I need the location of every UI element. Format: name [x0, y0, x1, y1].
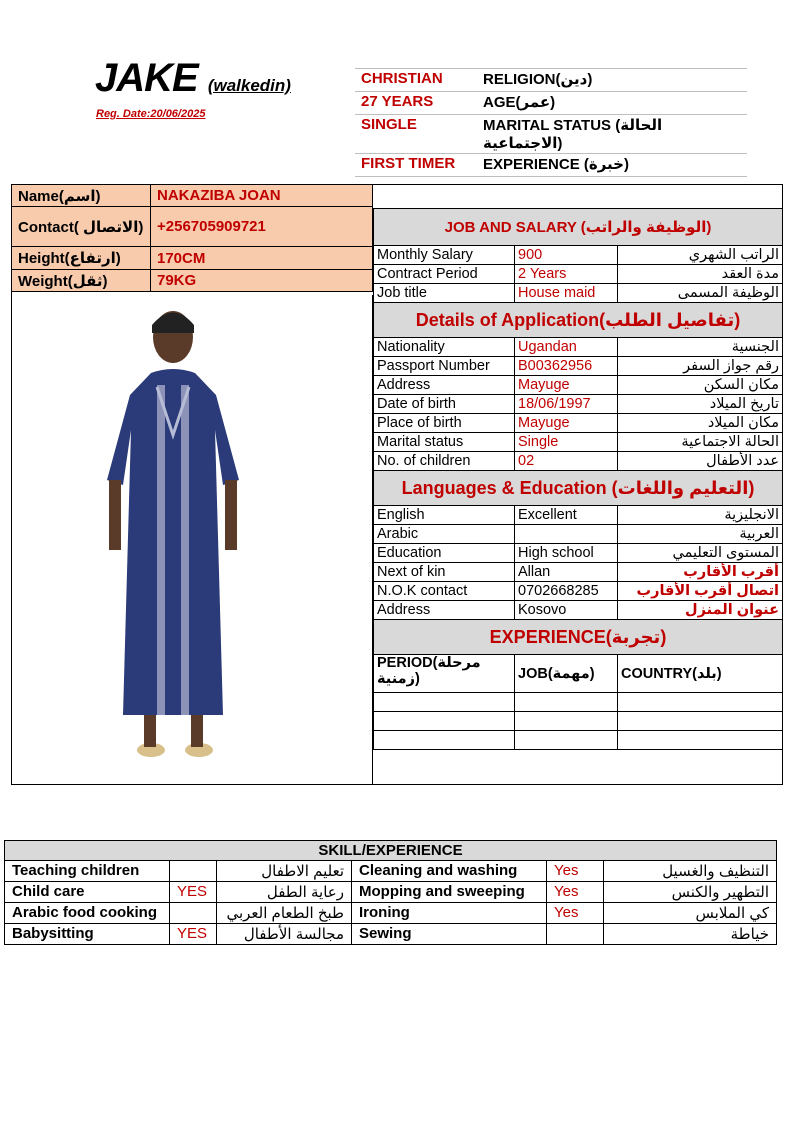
application-row: Address Mayuge مكان السكن: [374, 376, 783, 395]
language-row: Arabic العربية: [374, 525, 783, 544]
person-figure-icon: [11, 295, 372, 785]
summary-row: CHRISTIAN RELIGION(دين): [355, 69, 747, 92]
job-table: [373, 208, 783, 750]
job-row: Monthly Salary 900 الراتب الشهري: [374, 246, 783, 265]
language-row: Education High school المستوى التعليمي: [374, 544, 783, 563]
skill-row: Babysitting YES مجالسة الأطفال Sewing خياطة: [5, 924, 777, 945]
language-row: Address Kosovo عنوان المنزل: [374, 601, 783, 620]
job-row: Job title House maid الوظيفة المسمى: [374, 284, 783, 303]
summary-row: 27 YEARS AGE(عمر): [355, 92, 747, 115]
personal-row: Weight(ثقل) 79KG: [12, 270, 373, 292]
personal-row: Name(اسم) NAKAZIBA JOAN: [12, 185, 373, 207]
experience-row: [374, 712, 783, 731]
application-row: Marital status Single الحالة الاجتماعية: [374, 433, 783, 452]
candidate-photo: [11, 295, 373, 785]
language-row: English Excellent الانجليزية: [374, 506, 783, 525]
skills-table: [4, 840, 777, 945]
job-section-title: JOB AND SALARY (الوظيفة والراتب): [374, 209, 783, 246]
details-panel: [373, 208, 783, 750]
skill-row: Teaching children تعليم الاطفال Cleaning and washing Yes التنظيف والغسيل: [5, 861, 777, 882]
summary-row: SINGLE MARITAL STATUS (الحالة الاجتماعية): [355, 115, 747, 154]
language-row: Next of kin Allan أقرب الأقارب: [374, 563, 783, 582]
experience-row: [374, 693, 783, 712]
application-row: Place of birth Mayuge مكان الميلاد: [374, 414, 783, 433]
skills-title: SKILL/EXPERIENCE: [5, 841, 777, 861]
skill-row: Child care YES رعاية الطفل Mopping and sweeping Yes التطهير والكنس: [5, 882, 777, 903]
languages-section-title: Languages & Education (التعليم واللغات): [374, 471, 783, 506]
walkin-tag: (walkedin): [207, 76, 291, 95]
registration-date: Reg. Date:20/06/2025: [96, 108, 206, 120]
experience-header-row: PERIOD(مرحلة زمنية) JOB(مهمة) COUNTRY(بلد): [374, 655, 783, 693]
application-section-title: Details of Application(تفاصيل الطلب): [374, 303, 783, 338]
application-row: Passport Number B00362956 رقم جواز السفر: [374, 357, 783, 376]
summary-row: FIRST TIMER EXPERIENCE (خبرة): [355, 154, 747, 177]
experience-row: [374, 731, 783, 750]
personal-row: Height(ارتفاع) 170CM: [12, 247, 373, 270]
language-row: N.O.K contact 0702668285 اتصال أقرب الأقارب: [374, 582, 783, 601]
personal-row: Contact( الاتصال) +256705909721: [12, 207, 373, 247]
summary-table: [355, 68, 747, 177]
application-row: No. of children 02 عدد الأطفال: [374, 452, 783, 471]
application-row: Nationality Ugandan الجنسية: [374, 338, 783, 357]
application-row: Date of birth 18/06/1997 تاريخ الميلاد: [374, 395, 783, 414]
experience-section-title: EXPERIENCE(تجربة): [374, 620, 783, 655]
job-row: Contract Period 2 Years مدة العقد: [374, 265, 783, 284]
skill-row: Arabic food cooking طبخ الطعام العربي Ironing Yes كي الملابس: [5, 903, 777, 924]
personal-info-table: [11, 184, 373, 292]
candidate-name: JAKE (walkedin): [95, 56, 291, 100]
